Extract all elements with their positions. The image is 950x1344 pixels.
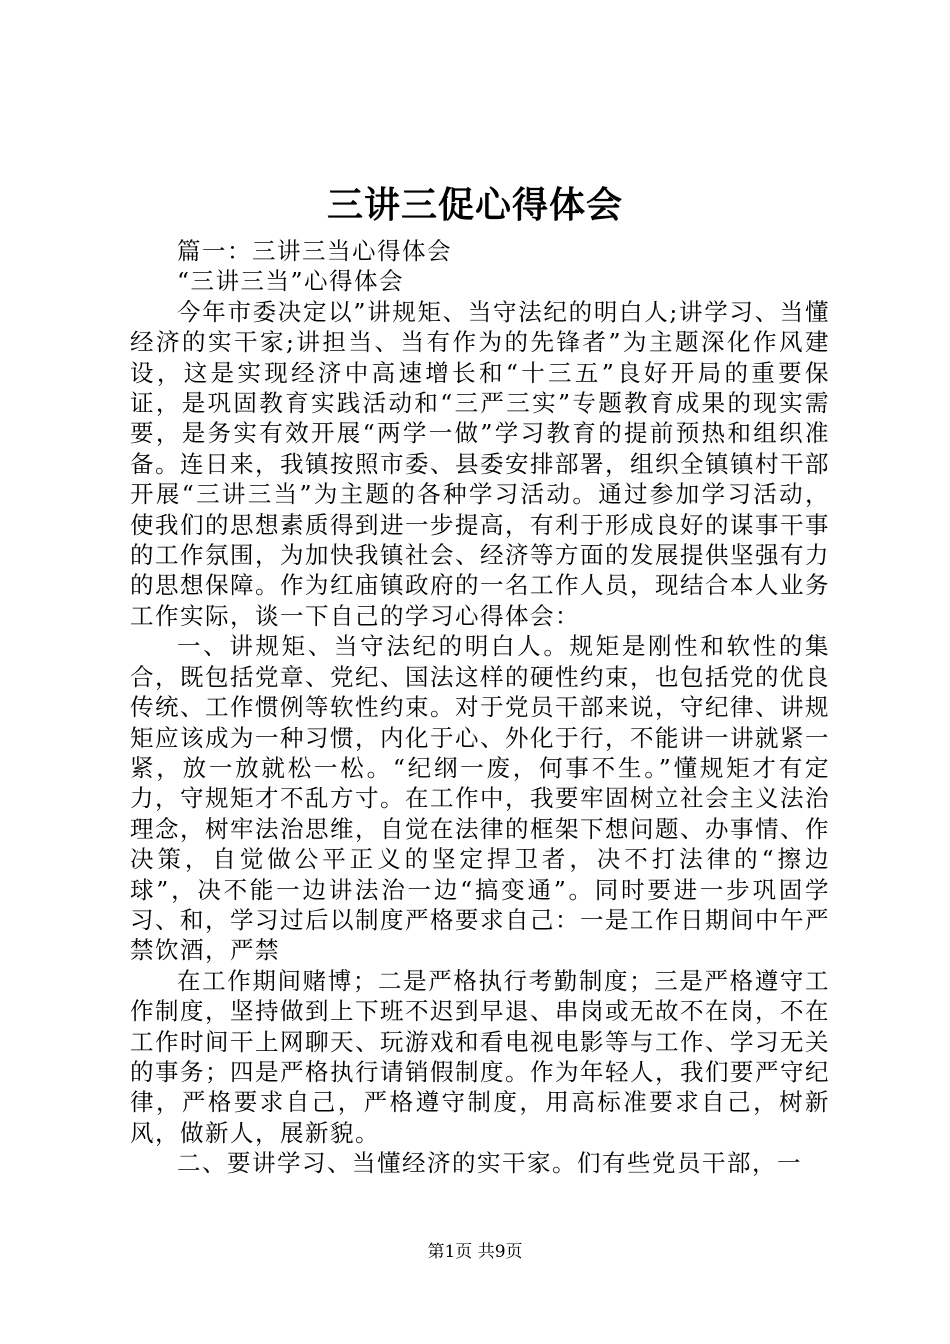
page-footer (0, 1240, 950, 1264)
paragraph: 在工作期间赌博；二是严格执行考勤制度；三是严格遵守工作制度，坚持做到上下班不迟到早退、串岗或无故不在岗，不在工作时间干上网聊天、玩游戏和看电视电影等与工作、学习无关的事务；四是严格执行请销假制度。作为年轻人，我们要严守纪律，严格要求自己，严格遵守制度，用高标准要求自己，树新风，做新人，展新貌。 (130, 966, 830, 1147)
paragraph: 篇一：三讲三当心得体会 (177, 237, 452, 265)
document-title: 三讲三促心得体会 (326, 184, 623, 226)
page-number: 第1页 (427, 1242, 473, 1262)
page-total: 共9页 (477, 1242, 523, 1262)
paragraph: 今年市委决定以”讲规矩、当守法纪的明白人;讲学习、当懂经济的实干家;讲担当、当有作为的先锋者”为主题深化作风建设，这是实现经济中高速增长和“十三五”良好开局的重要保证，是巩固教育实践活动和“三严三实”专题教育成果的现实需要，是务实有效开展“两学一做”学习教育的提前预热和组织准备。连日来，我镇按照市委、县委安排部署，组织全镇镇村干部开展“三讲三当”为主题的各种学习活动。通过参加学习活动，使我们的思想素质得到进一步提高，有利于形成良好的谋事干事的工作氛围，为加快我镇社会、经济等方面的发展提供坚强有力的思想保障。作为红庙镇政府的一名工作人员，现结合本人业务工作实际，谈一下自己的学习心得体会： (130, 297, 830, 630)
document-body (130, 236, 830, 1179)
paragraph: 一、讲规矩、当守法纪的明白人。规矩是刚性和软性的集合，既包括党章、党纪、国法这样的硬性约束，也包括党的优良传统、工作惯例等软性约束。对于党员干部来说，守纪律、讲规矩应该成为一种习惯，内化于心、外化于行，不能讲一讲就紧一紧，放一放就松一松。“纪纲一废，何事不生。”懂规矩才有定力，守规矩才不乱方寸。在工作中，我要牢固树立社会主义法治理念，树牢法治思维，自觉在法律的框架下想问题、办事情、作决策，自觉做公平正义的坚定捍卫者，决不打法律的“擦边球”，决不能一边讲法治一边“搞变通”。同时要进一步巩固学习、和，学习过后以制度严格要求自己：一是工作日期间中午严禁饮酒，严禁 (130, 632, 830, 965)
paragraph: 二、要讲学习、当懂经济的实干家。们有些党员干部，一 (177, 1149, 802, 1178)
paragraph: “三讲三当”心得体会 (177, 267, 405, 296)
